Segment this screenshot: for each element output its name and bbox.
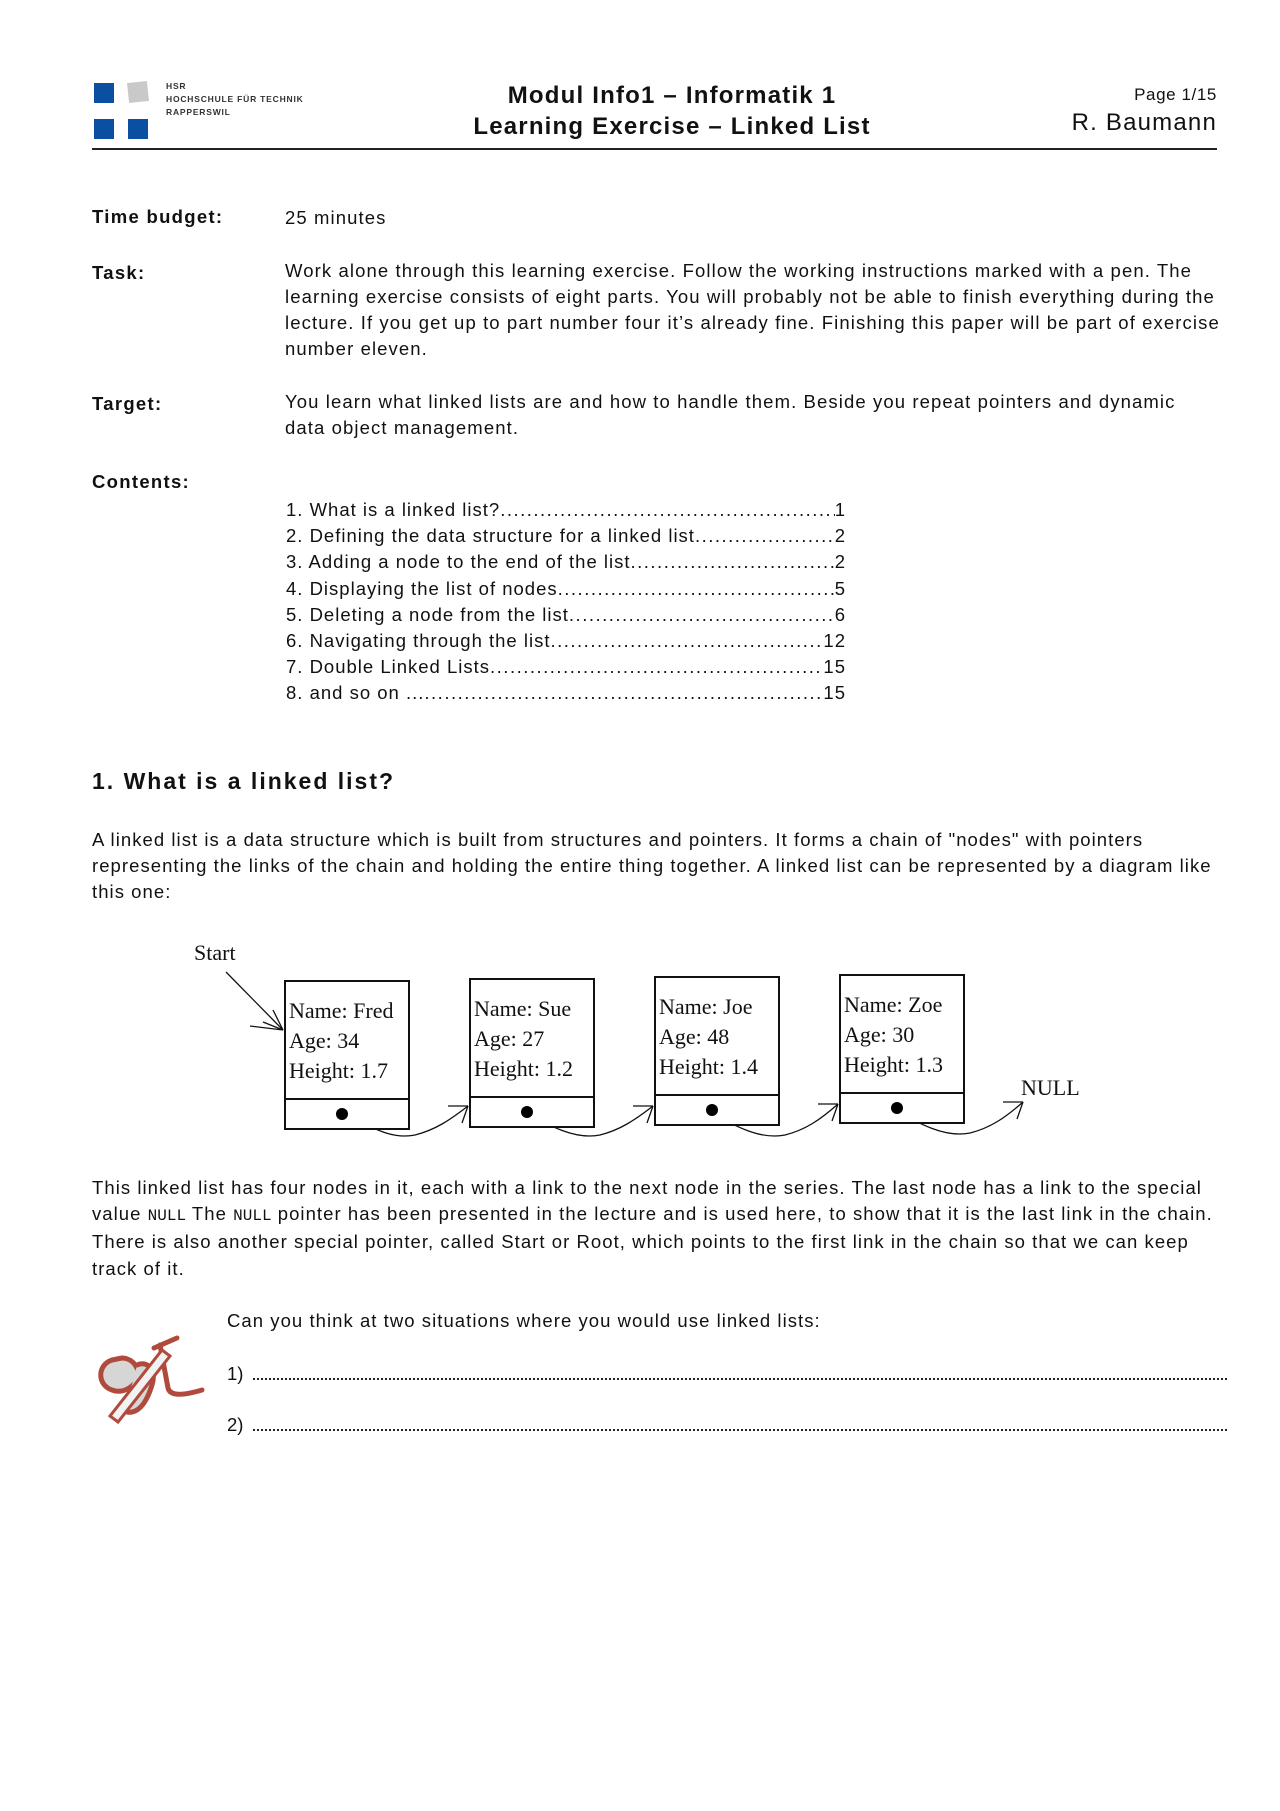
toc-entry[interactable]: 5. Deleting a node from the list ..... 6 — [286, 602, 846, 628]
pen-icon — [92, 1330, 212, 1425]
answer-number: 2) — [227, 1414, 244, 1435]
pointer-dot-icon — [336, 1108, 348, 1120]
linked-list-diagram — [180, 930, 1100, 1160]
node-pointer — [286, 1098, 408, 1128]
list-node-joe[interactable] — [654, 976, 780, 1126]
list-node-zoe[interactable] — [839, 974, 965, 1124]
logo-square — [127, 81, 149, 103]
page-header — [92, 76, 1217, 150]
toc-entry[interactable]: 6. Navigating through the list ..... 12 — [286, 628, 846, 654]
logo-square — [128, 119, 148, 139]
target-value: You learn what linked lists are and how to handle them. Beside you repeat pointers and dynamic data object management. — [285, 391, 1176, 438]
answer-number: 1) — [227, 1363, 244, 1384]
answer-line[interactable] — [253, 1413, 1227, 1431]
task-label: Task: — [92, 262, 146, 283]
node-data: Name: Zoe Age: 30 Height: 1.3 — [844, 992, 943, 1077]
pointer-dot-icon — [891, 1102, 903, 1114]
node-data: Name: Sue Age: 27 Height: 1.2 — [474, 996, 573, 1081]
task-value: Work alone through this learning exercise. Follow the working instructions marked with a pen. The learning exercise consists of eight parts. You will probably not be able to finish everything during the lecture. If you get up to part number four it’s already fine. Finishing this paper will be part of exercise number eleven. — [285, 260, 1220, 359]
pointer-dot-icon — [706, 1104, 718, 1116]
answer-field-1[interactable] — [227, 1362, 1227, 1385]
course-title: Modul Info1 – Informatik 1 — [507, 82, 837, 109]
section-heading: 1. What is a linked list? — [92, 768, 396, 794]
document-title — [432, 80, 912, 142]
target-label: Target: — [92, 393, 163, 414]
node-data: Name: Joe Age: 48 Height: 1.4 — [659, 994, 758, 1079]
exercise-prompt: Can you think at two situations where you would use linked lists: — [227, 1310, 821, 1331]
list-node-sue[interactable] — [469, 978, 595, 1128]
node-pointer — [841, 1092, 963, 1122]
institution-line: HOCHSCHULE FÜR TECHNIK — [166, 94, 304, 104]
toc-entry[interactable]: 2. Defining the data structure for a linked list ..... 2 — [286, 523, 846, 549]
time-budget-value: 25 minutes — [285, 207, 387, 228]
hsr-logo-icon — [92, 78, 152, 138]
toc-entry[interactable]: 3. Adding a node to the end of the list ..... 2 — [286, 549, 846, 575]
author-name: R. Baumann — [1071, 109, 1217, 136]
node-pointer — [471, 1096, 593, 1126]
list-node-fred[interactable] — [284, 980, 410, 1130]
time-budget-label: Time budget: — [92, 206, 224, 227]
null-code: NULL — [147, 1207, 187, 1226]
node-data: Name: Fred Age: 34 Height: 1.7 — [289, 998, 394, 1083]
toc-entry[interactable]: 8. and so on ... ..... 15 — [286, 680, 846, 706]
intro-paragraph: A linked list is a data structure which is built from structures and pointers. It forms a chain of "nodes" with pointers representing the links of the chain and holding the entire thing together. A linked list can be represented by a diagram like this one: — [92, 829, 1212, 903]
explanation-paragraph: This linked list has four nodes in it, each with a link to the next node in the series. The last node has a link to the special value NULL The NULL pointer has been presented in the lecture and is used here, to show that it is the last link in the chain. There is also another special pointer, called Start or Root, which points to the first link in the chain so that we can keep track of it. — [92, 1177, 1213, 1279]
logo-square — [94, 119, 114, 139]
pointer-dot-icon — [521, 1106, 533, 1118]
institution-line: RAPPERSWIL — [166, 107, 231, 117]
page-number: Page 1/15 — [1134, 85, 1217, 104]
start-label: Start — [194, 940, 236, 965]
answer-field-2[interactable] — [227, 1413, 1227, 1436]
exercise-title: Learning Exercise – Linked List — [473, 113, 871, 140]
table-of-contents — [286, 497, 846, 707]
logo-square — [94, 83, 114, 103]
null-code: NULL — [233, 1207, 272, 1226]
answer-line[interactable] — [253, 1362, 1227, 1380]
institution-name — [166, 80, 304, 119]
contents-label: Contents: — [92, 471, 191, 492]
header-info — [1072, 82, 1217, 138]
null-label: NULL — [1021, 1075, 1080, 1100]
node-pointer — [656, 1094, 778, 1124]
toc-entry[interactable]: 1. What is a linked list? ..... 1 — [286, 497, 846, 523]
exercise-block — [92, 1310, 1227, 1450]
toc-entry[interactable]: 4. Displaying the list of nodes ..... 5 — [286, 576, 846, 602]
institution-line: HSR — [166, 81, 187, 91]
toc-entry[interactable]: 7. Double Linked Lists ..... 15 — [286, 654, 846, 680]
